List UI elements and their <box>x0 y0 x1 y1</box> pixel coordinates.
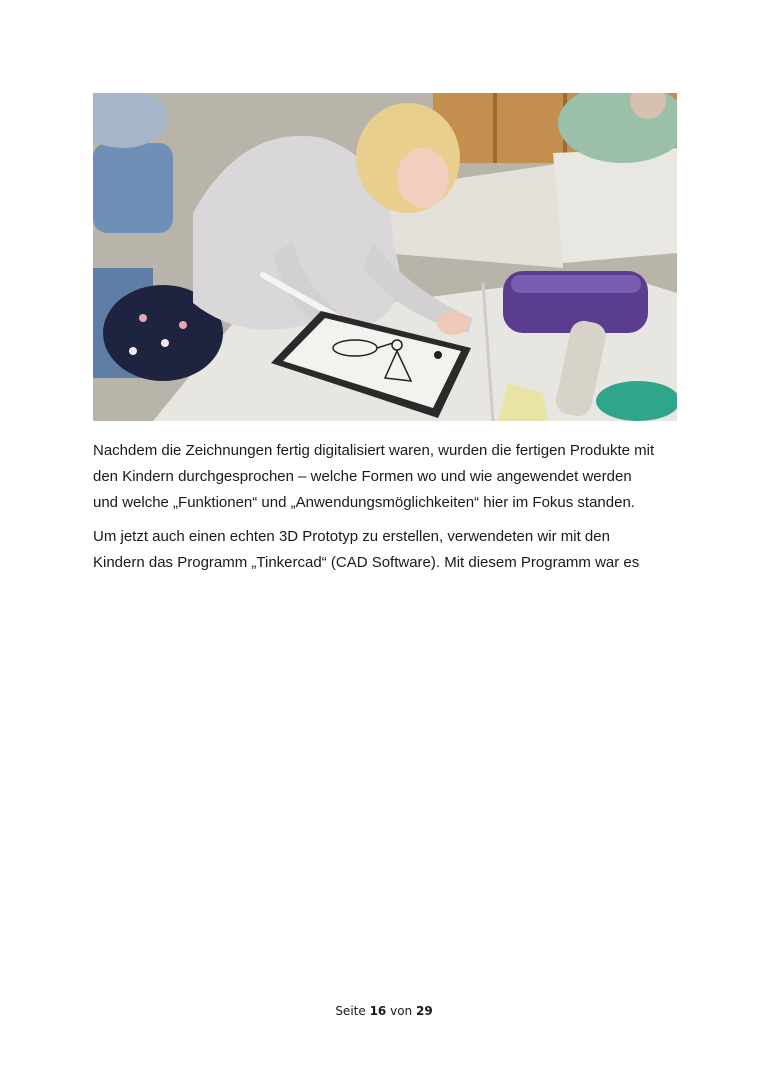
page-total: 29 <box>415 1004 433 1018</box>
text-line: und welche „Funktionen“ und „Anwendungsmöglichkeiten“ hier im Fokus standen. <box>93 494 635 511</box>
text-line: Nachdem die Zeichnungen fertig digitalisiert waren, wurden die fertigen Produkte mit <box>93 442 655 459</box>
photo-illustration <box>93 93 677 421</box>
text-line: den Kindern durchgesprochen – welche Formen wo und wie angewendet werden <box>93 468 632 485</box>
text-line: Um jetzt auch einen echten 3D Prototyp zu erstellen, verwendeten wir mit den <box>93 528 610 545</box>
body-text <box>93 438 693 584</box>
paragraph-2 <box>93 524 693 576</box>
text-line: Kindern das Programm „Tinkercad“ (CAD Software). Mit diesem Programm war es <box>93 554 640 571</box>
footer-middle: von <box>390 1004 413 1018</box>
page-footer <box>0 1004 768 1018</box>
paragraph-1 <box>93 438 693 516</box>
classroom-photo <box>93 93 677 421</box>
footer-prefix: Seite <box>335 1004 366 1018</box>
page-number: 16 <box>369 1004 387 1018</box>
